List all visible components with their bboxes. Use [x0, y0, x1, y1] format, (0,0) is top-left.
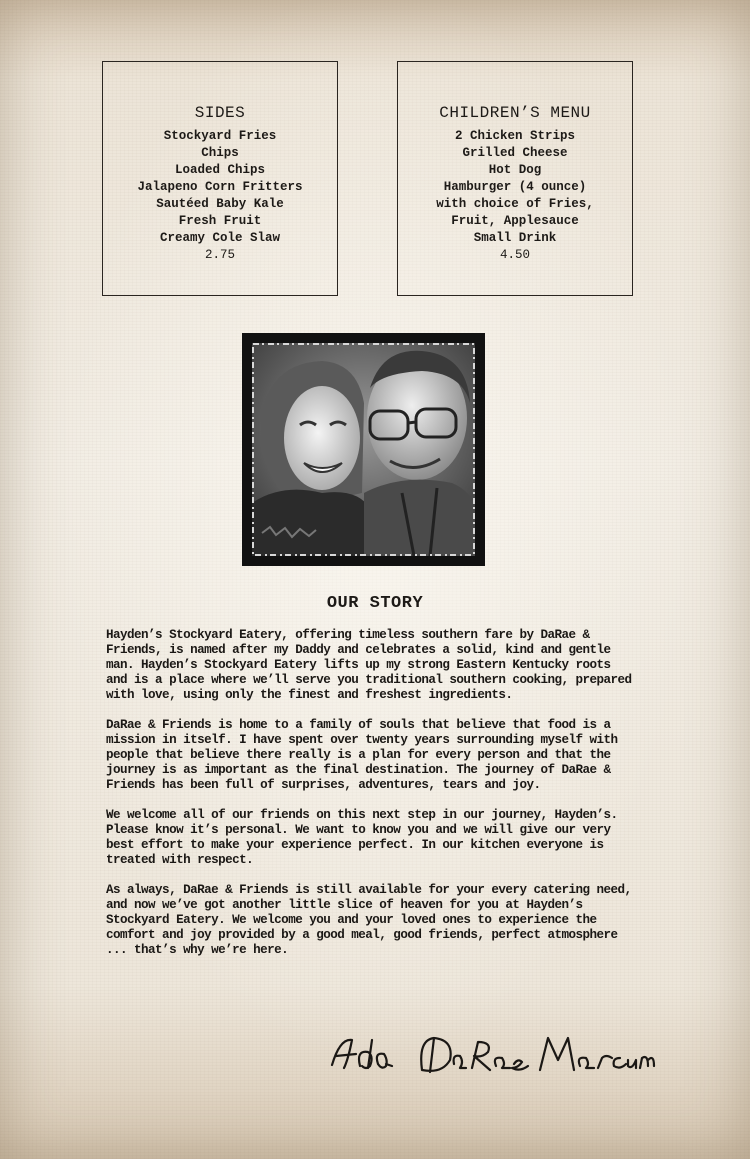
story-paragraph: We welcome all of our friends on this next step in our journey, Hayden’s. Please know it’s personal. We want to know you and we will give our very best effort to make your experience perfect. In our kitchen everyone is treated with respect. [106, 808, 618, 867]
portrait-photo [242, 333, 485, 566]
sides-item: Sautéed Baby Kale [156, 197, 284, 211]
sides-item: Loaded Chips [174, 163, 265, 177]
story-paragraph: Hayden’s Stockyard Eatery, offering timeless southern fare by DaRae & Friends, is named after my Daddy and celebrates a solid, kind and gentle man. Hayden’s Stockyard Eatery lifts up my strong Eastern Kentucky roots and is a place where we’ll serve you traditional southern cooking, prepared with love, using only the finest and freshest ingredients. [106, 628, 632, 702]
sides-item: Chips [201, 146, 239, 160]
childrens-menu-item: Hot Dog [488, 163, 542, 177]
childrens-menu-item: Grilled Cheese [462, 146, 568, 160]
story-paragraph: As always, DaRae & Friends is still available for your every catering need, and now we’ve got another little slice of heaven for you at Hayden’s Stockyard Eatery. We welcome you and your loved ones to experience the comfort and joy provided by a good meal, good friends, perfect atmosphere ... that’s why we’re here. [106, 883, 632, 957]
handwritten-signature [322, 1020, 662, 1090]
childrens-menu-item: 2 Chicken Strips [454, 129, 576, 143]
story-paragraph: DaRae & Friends is home to a family of souls that believe that food is a mission in itself. I have spent over twenty years surrounding myself with people that believe there really is a plan for every person and that the journey is as important as the final destination. The journey of DaRae & Friends has been full of surprises, adventures, tears and joy. [106, 718, 618, 792]
childrens-menu-price: 4.50 [499, 248, 530, 262]
story-title: OUR STORY [326, 594, 424, 613]
sides-box [102, 61, 338, 296]
childrens-menu-box [397, 61, 633, 296]
childrens-menu-item: Fruit, Applesauce [451, 214, 579, 228]
childrens-menu-item: Small Drink [473, 231, 557, 245]
childrens-menu-item: Hamburger (4 ounce) [443, 180, 587, 194]
story-body [106, 628, 634, 973]
sides-item: Jalapeno Corn Fritters [137, 180, 303, 194]
sides-price: 2.75 [204, 248, 235, 262]
sides-item: Fresh Fruit [178, 214, 262, 228]
childrens-menu-item: with choice of Fries, [436, 197, 594, 211]
sides-list [103, 128, 337, 247]
sides-item: Creamy Cole Slaw [159, 231, 281, 245]
sides-item: Stockyard Fries [163, 129, 277, 143]
sides-title: SIDES [194, 104, 246, 122]
childrens-menu-list [398, 128, 632, 247]
childrens-menu-title: CHILDREN’S MENU [439, 104, 591, 122]
portrait-image [252, 343, 475, 556]
